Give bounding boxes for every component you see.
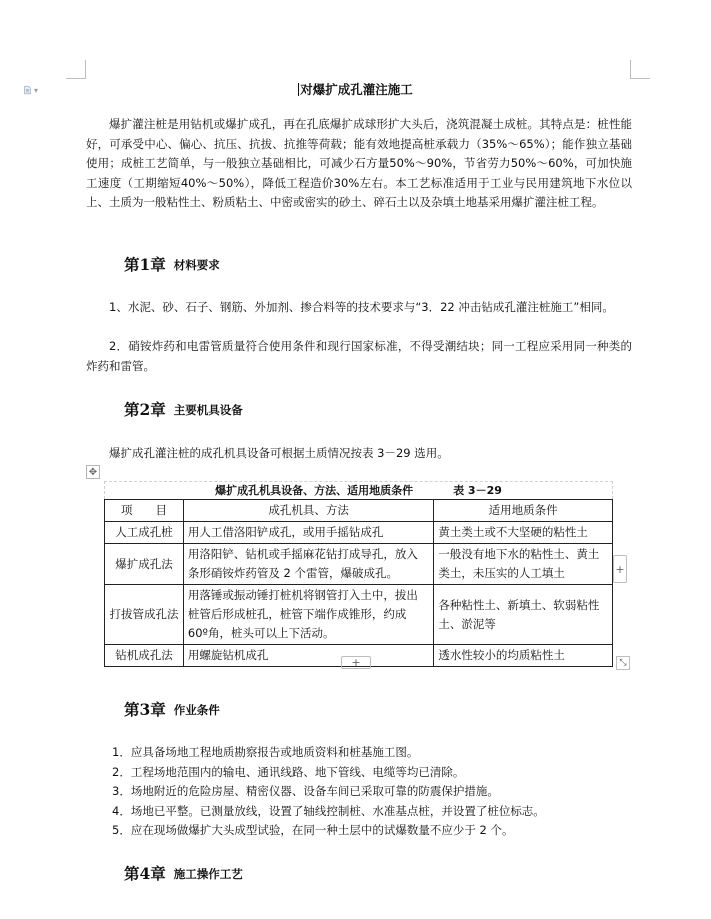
chapter-title: 主要机具设备 — [173, 403, 243, 417]
page-corner-mark — [85, 60, 86, 78]
list-item: 3．场地附近的危险房屋、精密仪器、设备车间已采取可靠的防震保护措施。 — [112, 784, 499, 798]
table-cell[interactable]: 用洛阳铲、钻机或手摇麻花钻打成导孔，放入条形硝铵炸药管及 2 个雷管，爆破成孔。 — [183, 544, 433, 585]
table-row — [105, 544, 613, 585]
table-row — [105, 522, 613, 544]
title-text: 对爆扩成孔灌注施工 — [300, 82, 413, 97]
ch1-paragraph-2: 2．硝铵炸药和电雷管质量符合使用条件和现行国家标准，不得受潮结块；同一工程应采用同一种类的炸药和雷管。 — [86, 339, 632, 373]
chapter-title: 施工操作工艺 — [173, 867, 243, 881]
chapter-heading-4 — [124, 862, 243, 884]
table-cell[interactable]: 用人工借洛阳铲成孔，或用手摇钻成孔 — [183, 522, 433, 544]
plus-icon: + — [351, 656, 361, 669]
table-cell[interactable]: 用螺旋钻机成孔 — [183, 645, 433, 667]
list-item: 1．应具备场地工程地质勘察报告或地质资料和桩基施工图。 — [112, 745, 419, 759]
ch1-paragraph-1: 1、水泥、砂、石子、钢筋、外加剂、掺合料等的技术要求与“3．22 冲击钻成孔灌注桩施工”相同。 — [109, 300, 614, 314]
chevron-down-icon: ▾ — [33, 85, 38, 95]
chapter-title: 材料要求 — [173, 258, 220, 272]
table-header-cell[interactable]: 适用地质条件 — [434, 500, 613, 522]
table-resize-handle[interactable] — [616, 656, 630, 670]
ch2-paragraph-1: 爆扩成孔灌注桩的成孔机具设备可根据土质情况按表 3－29 选用。 — [109, 446, 449, 460]
conditions-list — [112, 743, 545, 841]
table-cell[interactable]: 钻机成孔法 — [105, 645, 184, 667]
chapter-heading-2 — [124, 398, 243, 420]
table-cell[interactable]: 打拔管成孔法 — [105, 585, 184, 645]
table-cell[interactable]: 黄土类土或不大坚硬的粘性土 — [434, 522, 613, 544]
intro-paragraph: 爆扩灌注桩是用钻机或爆扩成孔，再在孔底爆扩成球形扩大头后，浇筑混凝土成桩。其特点是：桩性能好，可承受中心、偏心、抗压、抗拔、抗推等荷载；能有效地提高桩承载力（35%～65%）；能作独立基础使用；成桩工艺简单，与一般独立基础相比，可减少石方量50%～90%，节省劳力50%～60%，可加快施工速度（工期缩短40%～50%），降低工程造价30%左右。本工艺标准适用于工业与民用建筑地下水位以上、土质为一般粘性土、粉质粘土、中密或密实的砂土、碎石土以及杂填土地基采用爆扩灌注桩工程。 — [86, 117, 632, 209]
chapter-number: 第3章 — [124, 700, 166, 719]
table-cell[interactable]: 各种粘性土、新填土、软弱粘性土、淤泥等 — [434, 585, 613, 645]
plus-icon: + — [615, 562, 625, 576]
chapter-number: 第4章 — [124, 864, 166, 883]
chapter-title: 作业条件 — [173, 703, 220, 717]
table-header-cell[interactable]: 成孔机具、方法 — [183, 500, 433, 522]
page-corner-mark — [66, 78, 86, 79]
list-item: 2．工程场地范围内的输电、通讯线路、地下管线、电缆等均已清除。 — [112, 764, 465, 779]
move-icon: ✥ — [88, 466, 98, 478]
page-corner-mark — [630, 60, 631, 78]
table-move-handle[interactable] — [86, 465, 100, 479]
table-header-row — [105, 500, 613, 522]
add-column-button[interactable] — [613, 555, 627, 583]
table-cell[interactable]: 一般没有地下水的粘性土、黄土类土，未压实的人工填土 — [434, 544, 613, 585]
equipment-table — [104, 499, 613, 667]
page-corner-mark — [630, 78, 650, 79]
resize-icon: ⤡ — [619, 658, 627, 668]
add-row-button[interactable] — [341, 656, 371, 669]
table-number: 表 3－29 — [453, 484, 502, 497]
table-row — [105, 585, 613, 645]
list-item: 5．应在现场做爆扩大头成型试验，在同一种土层中的试爆数量不应少于 2 个。 — [112, 823, 514, 837]
chapter-number: 第2章 — [124, 400, 166, 419]
table-cell[interactable]: 爆扩成孔法 — [105, 544, 184, 585]
table-caption — [104, 481, 613, 499]
chapter-number: 第1章 — [124, 255, 166, 274]
chapter-heading-3 — [124, 698, 220, 720]
chapter-heading-1 — [124, 253, 220, 275]
table-header-cell[interactable]: 项 目 — [105, 500, 184, 522]
list-item: 4．场地已平整。已测量放线，设置了轴线控制桩、水准基点桩，并设置了桩位标志。 — [112, 803, 545, 818]
table-caption-text: 爆扩成孔机具设备、方法、适用地质条件 — [215, 484, 414, 497]
table-cell[interactable]: 透水性较小的均质粘性土 — [434, 645, 613, 667]
table-cell[interactable]: 用落锤或振动锤打桩机将钢管打入土中，拔出桩管后形成桩孔，桩管下端作成锥形，约成 60º角，桩头可以上下活动。 — [183, 585, 433, 645]
document-title[interactable] — [0, 80, 711, 98]
table-cell[interactable]: 人工成孔桩 — [105, 522, 184, 544]
